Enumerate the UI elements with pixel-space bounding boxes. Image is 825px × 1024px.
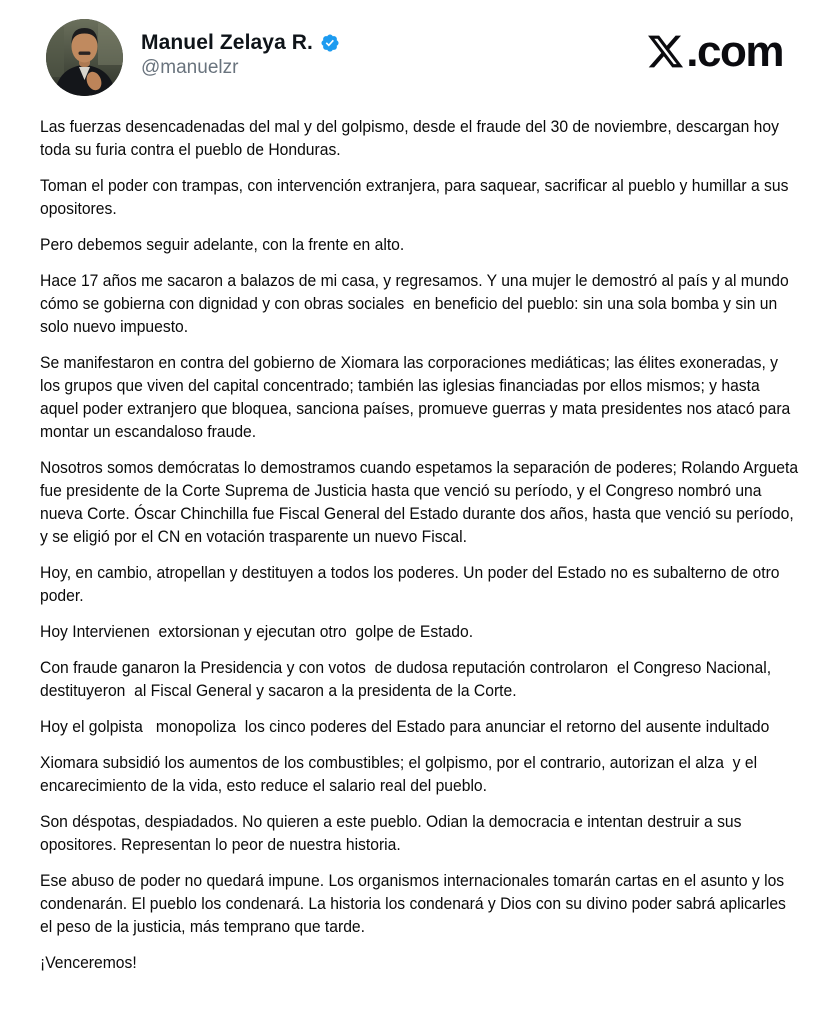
post-paragraph: Las fuerzas desencadenadas del mal y del golpismo, desde el fraude del 30 de noviembre, descargan hoy toda su furia contra el pueblo de Honduras. <box>40 118 784 159</box>
post-paragraph: Hoy el golpista monopoliza los cinco poderes del Estado para anunciar el retorno del ausente indultado <box>40 718 770 736</box>
post-header <box>0 0 825 96</box>
avatar[interactable] <box>46 19 123 96</box>
post-paragraph: Con fraude ganaron la Presidencia y con votos de dudosa reputación controlaron el Congreso Nacional, destituyeron al Fiscal General y sacaron a la presidenta de la Corte. <box>40 659 776 700</box>
x-com-logo <box>646 27 783 76</box>
author-handle[interactable]: @manuelzr <box>141 57 239 79</box>
post-paragraph: Hoy, en cambio, atropellan y destituyen a todos los poderes. Un poder del Estado no es subalterno de otro poder. <box>40 564 784 605</box>
post-paragraph: Hoy Intervienen extorsionan y ejecutan otro golpe de Estado. <box>40 623 474 641</box>
post-paragraph: Se manifestaron en contra del gobierno de Xiomara las corporaciones mediáticas; las élites exoneradas, y los grupos que viven del capital concentrado; también las iglesias financiadas por ellos mismos; y hasta aquel poder extranjero que bloquea, sanciona países, promueve guerras y mata presidentes nos atacó para montar un escandaloso fraude. <box>40 354 795 441</box>
post-paragraph: ¡Venceremos! <box>40 954 137 972</box>
author-name-row <box>141 31 340 54</box>
author-display-name[interactable]: Manuel Zelaya R. <box>141 31 313 54</box>
profile-photo-icon <box>46 19 123 96</box>
post-paragraph: Nosotros somos demócratas lo demostramos cuando espetamos la separación de poderes; Rolando Argueta fue presidente de la Corte Suprema de Justicia hasta que venció su período, y el Congreso nombró una nueva Corte. Óscar Chinchilla fue Fiscal General del Estado durante dos años, hasta que venció su período, y se eligió por el CN en votación trasparente un nuevo Fiscal. <box>40 459 803 546</box>
x-logo-icon <box>646 32 686 71</box>
post-paragraph: Hace 17 años me sacaron a balazos de mi casa, y regresamos. Y una mujer le demostró al país y al mundo cómo se gobierna con dignidad y con obras sociales en beneficio del pueblo: sin una sola bomba y sin un solo nuevo impuesto. <box>40 272 794 336</box>
post-body <box>40 116 803 975</box>
post-paragraph: Ese abuso de poder no quedará impune. Los organismos internacionales tomarán cartas en el asunto y los condenarán. El pueblo los condenará. La historia los condenará y Dios con su divino poder sabrá aplicarles el peso de la justicia, más temprano que tarde. <box>40 872 791 936</box>
verified-badge-icon <box>320 33 340 53</box>
x-com-logo-text: .com <box>686 27 783 76</box>
post-paragraph: Pero debemos seguir adelante, con la frente en alto. <box>40 236 405 254</box>
author-identity <box>141 31 340 79</box>
post-paragraph: Xiomara subsidió los aumentos de los combustibles; el golpismo, por el contrario, autorizan el alza y el encarecimiento de la vida, esto reduce el salario real del pueblo. <box>40 754 762 795</box>
post-paragraph: Toman el poder con trampas, con intervención extranjera, para saquear, sacrificar al pueblo y humillar a sus opositores. <box>40 177 793 218</box>
post-paragraph: Son déspotas, despiadados. No quieren a este pueblo. Odian la democracia e intentan destruir a sus opositores. Representan lo peor de nuestra historia. <box>40 813 746 854</box>
